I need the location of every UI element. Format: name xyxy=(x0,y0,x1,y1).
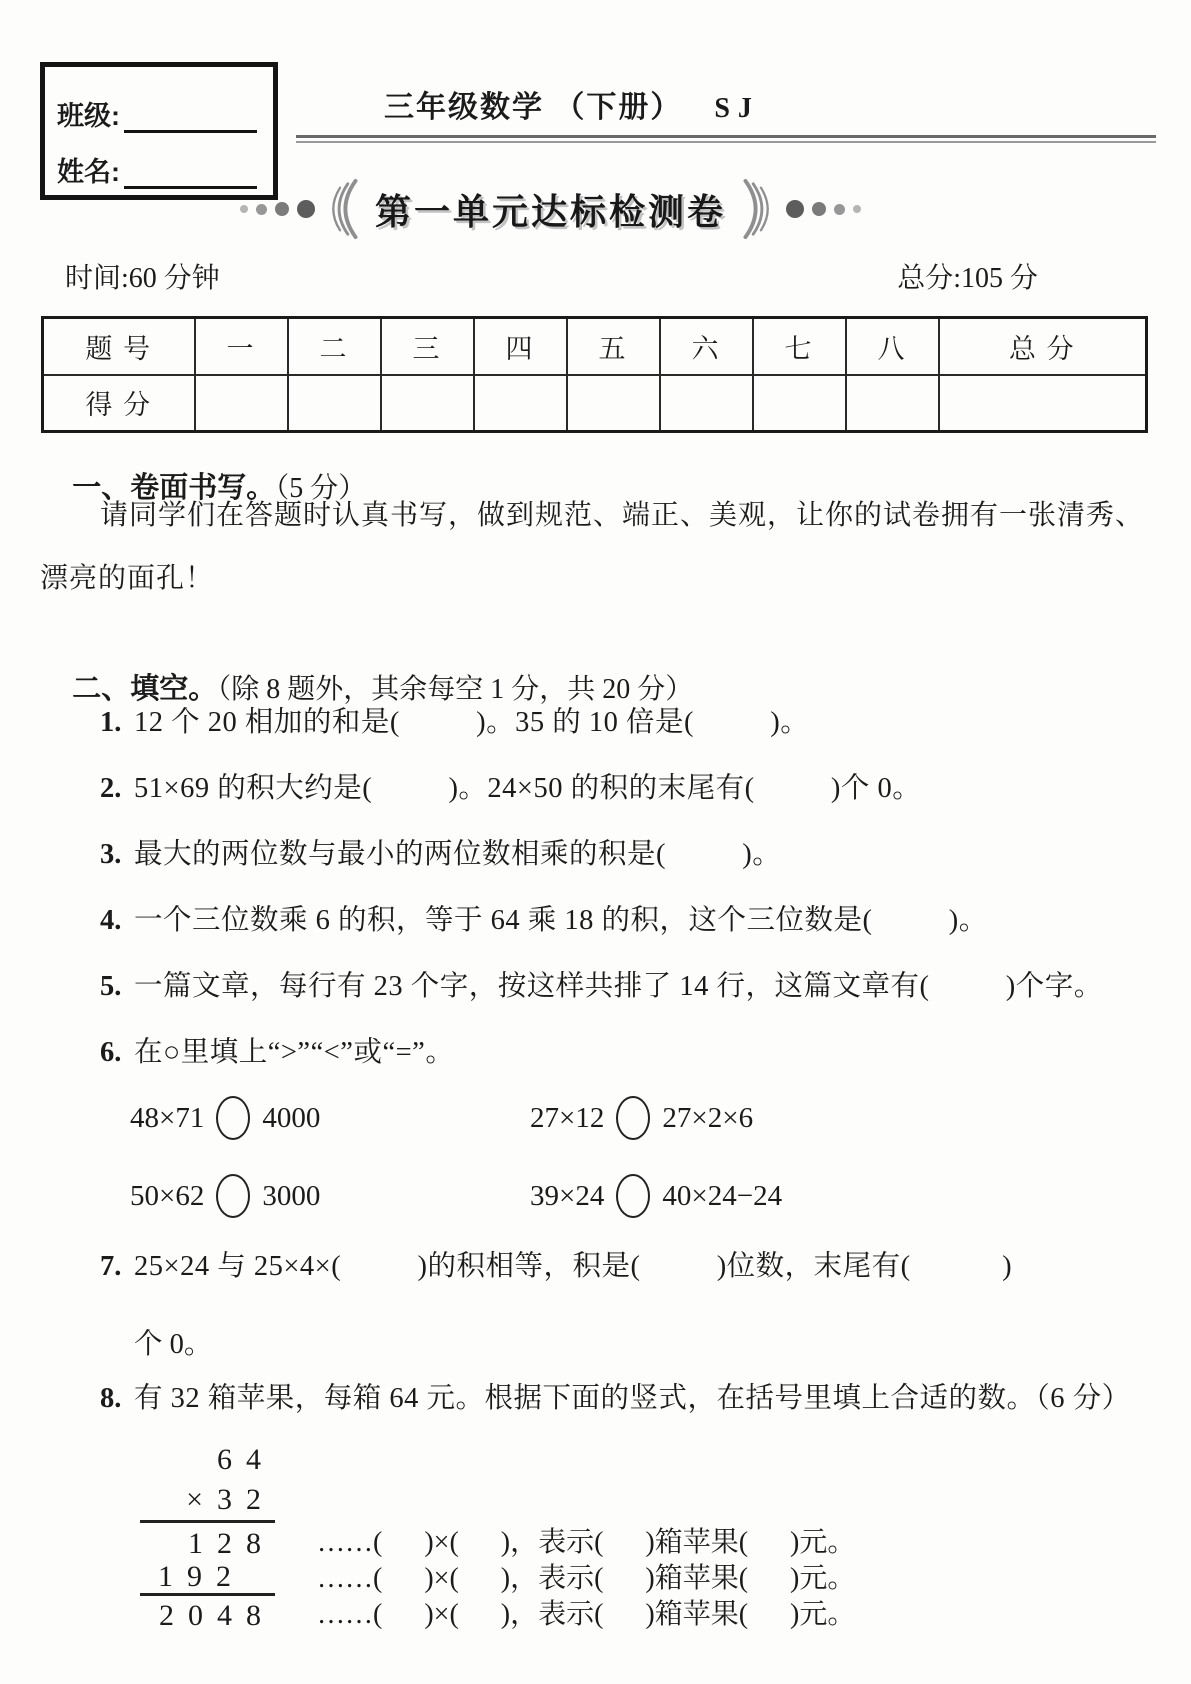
question-8 xyxy=(100,1380,1155,1418)
score-table xyxy=(41,316,1148,433)
course-title: 三年级数学 （下册） xyxy=(384,91,683,124)
score-cell xyxy=(753,375,846,432)
section-one-body-line1: 请同学们在答题时认真书写，做到规范、端正、美观，让你的试卷拥有一张清秀、 xyxy=(100,500,1145,531)
calc-annotation: ……( )×( )，表示( )箱苹果( )元。 xyxy=(317,1599,856,1630)
question-3 xyxy=(100,836,1155,874)
calc-partial-product-1 xyxy=(140,1526,855,1560)
score-cell xyxy=(939,375,1147,432)
banner-bracket-left-icon xyxy=(325,178,359,240)
question-number: 6. xyxy=(100,1037,122,1068)
question-text: 在○里填上“>”“<”或“=”。 xyxy=(134,1037,455,1068)
page-header xyxy=(296,82,1156,143)
score-table-col: 四 xyxy=(474,318,567,375)
question-number: 5. xyxy=(100,971,122,1002)
calc-annotation: ……( )×( )，表示( )箱苹果( )元。 xyxy=(317,1527,856,1558)
question-text: 一篇文章，每行有 23 个字，按这样共排了 14 行，这篇文章有( )个字。 xyxy=(134,971,1103,1002)
section-one-points: （5 分） xyxy=(275,473,367,504)
class-blank-line[interactable] xyxy=(124,95,257,133)
class-field xyxy=(57,77,257,133)
unit-test-banner xyxy=(0,178,1146,240)
score-table-col: 总 分 xyxy=(939,318,1147,375)
score-cell xyxy=(660,375,753,432)
question-number: 3. xyxy=(100,839,122,870)
question-text: 51×69 的积大约是( )。24×50 的积的末尾有( )个 0。 xyxy=(134,773,922,804)
question-1 xyxy=(100,704,1155,742)
banner-dot-icon xyxy=(297,200,315,218)
calc-multiplicand-row xyxy=(140,1440,855,1480)
banner-dot-icon xyxy=(786,200,804,218)
name-label: 姓名: xyxy=(57,157,120,187)
calc-digits: 2048 xyxy=(159,1599,275,1632)
banner-dot-icon xyxy=(812,202,826,216)
question-2 xyxy=(100,770,1155,808)
question-number: 8. xyxy=(100,1383,122,1414)
score-table-col: 二 xyxy=(288,318,381,375)
score-table-col: 一 xyxy=(195,318,288,375)
total-score: 总分:105 分 xyxy=(897,263,1038,294)
question-text: 一个三位数乘 6 的积，等于 64 乘 18 的积，这个三位数是( )。 xyxy=(134,905,988,936)
banner-bracket-right-icon xyxy=(742,178,776,240)
class-label: 班级: xyxy=(57,101,120,131)
comparison-item xyxy=(530,1174,782,1218)
question-number: 1. xyxy=(100,707,122,738)
banner-dot-icon xyxy=(240,205,248,213)
question-number: 7. xyxy=(100,1251,122,1282)
time-limit: 时间:60 分钟 xyxy=(65,263,220,294)
calc-digits: 128 xyxy=(188,1527,275,1560)
question-text: 25×24 与 25×4×( )的积相等，积是( )位数，末尾有( ) xyxy=(134,1251,1013,1282)
comparison-item xyxy=(130,1096,530,1140)
comparison-row-2 xyxy=(130,1174,1150,1218)
course-title-row xyxy=(384,82,1156,126)
score-cell xyxy=(195,375,288,432)
banner-dot-icon xyxy=(834,204,845,215)
score-table-col: 七 xyxy=(753,318,846,375)
question-7 xyxy=(100,1248,1155,1286)
question-text: 最大的两位数与最小的两位数相乘的积是( )。 xyxy=(134,839,782,870)
section-two-title: 二、填空。 xyxy=(72,673,218,705)
comparison-item xyxy=(530,1096,753,1140)
score-table-header-row xyxy=(43,318,1147,375)
question-6 xyxy=(100,1034,1155,1072)
vertical-multiplication xyxy=(140,1440,855,1632)
score-cell xyxy=(474,375,567,432)
comparison-right: 3000 xyxy=(262,1179,321,1212)
comparison-right: 4000 xyxy=(262,1101,321,1134)
score-table-score-row xyxy=(43,375,1147,432)
comparison-left: 27×12 xyxy=(530,1101,605,1134)
section-two-note: （除 8 题外，其余每空 1 分，共 20 分） xyxy=(217,674,694,705)
banner-dot-icon xyxy=(256,204,267,215)
calc-partial-product-2 xyxy=(140,1560,855,1596)
meta-row xyxy=(40,256,1153,296)
calc-multiplier-row xyxy=(140,1480,855,1523)
score-table-col: 五 xyxy=(567,318,660,375)
banner-dot-icon xyxy=(853,205,861,213)
comparison-left: 48×71 xyxy=(130,1101,205,1134)
comparison-row-1 xyxy=(130,1096,1150,1140)
section-one-title: 一、卷面书写。 xyxy=(72,472,276,504)
comparison-left: 50×62 xyxy=(130,1179,205,1212)
section-one-body-line2: 漂亮的面孔！ xyxy=(40,563,215,594)
score-table-corner: 题 号 xyxy=(43,318,195,375)
compare-circle[interactable] xyxy=(216,1174,250,1218)
comparison-item xyxy=(130,1174,530,1218)
calc-annotation: ……( )×( )，表示( )箱苹果( )元。 xyxy=(317,1563,856,1594)
question-number: 4. xyxy=(100,905,122,936)
banner-dot-icon xyxy=(275,202,289,216)
question-number: 2. xyxy=(100,773,122,804)
question-4 xyxy=(100,902,1155,940)
question-7-continuation: 个 0。 xyxy=(134,1329,213,1360)
calc-multiplicand: 64 xyxy=(217,1443,275,1476)
compare-circle[interactable] xyxy=(616,1096,650,1140)
comparison-right: 40×24−24 xyxy=(662,1179,783,1212)
question-5 xyxy=(100,968,1155,1006)
edition-label: SJ xyxy=(714,93,760,124)
score-row-label: 得 分 xyxy=(43,375,195,432)
score-table-col: 三 xyxy=(381,318,474,375)
score-cell xyxy=(381,375,474,432)
score-cell xyxy=(846,375,939,432)
calc-digits: 192 xyxy=(140,1560,275,1596)
question-text: 有 32 箱苹果，每箱 64 元。根据下面的竖式，在括号里填上合适的数。（6 分） xyxy=(134,1383,1131,1414)
score-table-col: 八 xyxy=(846,318,939,375)
score-cell xyxy=(567,375,660,432)
comparison-right: 27×2×6 xyxy=(662,1101,754,1134)
banner-title: 第一单元达标检测卷 xyxy=(374,190,726,232)
calc-final-product xyxy=(140,1598,855,1632)
score-table-col: 六 xyxy=(660,318,753,375)
comparison-left: 39×24 xyxy=(530,1179,605,1212)
score-cell xyxy=(288,375,381,432)
header-double-rule xyxy=(296,135,1156,143)
calc-multiplier: ×32 xyxy=(140,1480,275,1523)
question-text: 12 个 20 相加的和是( )。35 的 10 倍是( )。 xyxy=(134,707,810,738)
compare-circle[interactable] xyxy=(616,1174,650,1218)
compare-circle[interactable] xyxy=(216,1096,250,1140)
